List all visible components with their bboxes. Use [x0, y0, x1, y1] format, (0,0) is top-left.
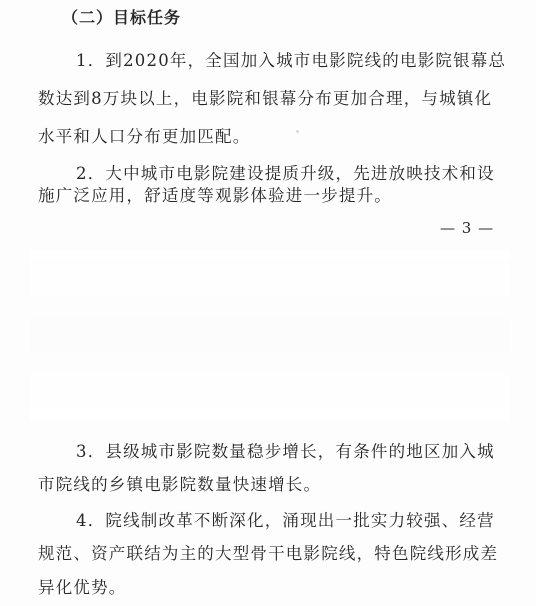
page-number: — 3 —: [440, 219, 495, 237]
paragraph-2-line-1: 2．大中城市电影院建设提质升级，先进放映技术和设: [76, 164, 495, 183]
paragraph-3-line-1: 3．县级城市影院数量稳步增长，有条件的地区加入城: [76, 442, 495, 461]
paragraph-1-line-1: 1．到2020年，全国加入城市电影院线的电影院银幕总: [76, 51, 507, 70]
cropped-text-fragment: [38, 0, 158, 2]
section-heading: （二）目标任务: [62, 8, 182, 27]
paragraph-1-line-3: 水平和人口分布更加匹配。: [38, 127, 251, 146]
cropped-previous-line: [38, 0, 158, 2]
paragraph-4-line-2: 规范、资产联结为主的大型骨干电影院线，特色院线形成差: [38, 544, 499, 563]
page-break-gap: [30, 250, 510, 420]
paragraph-3-line-2: 市院线的乡镇电影院数量快速增长。: [38, 475, 322, 494]
scan-speck: [296, 130, 299, 133]
paragraph-2-line-2: 施广泛应用，舒适度等观影体验进一步提升。: [38, 186, 392, 205]
paragraph-1-line-2: 数达到8万块以上，电影院和银幕分布更加合理，与城镇化: [38, 89, 493, 108]
paragraph-4-line-3: 异化优势。: [38, 578, 127, 597]
paragraph-4-line-1: 4．院线制改革不断深化，涌现出一批实力较强、经营: [76, 511, 495, 530]
